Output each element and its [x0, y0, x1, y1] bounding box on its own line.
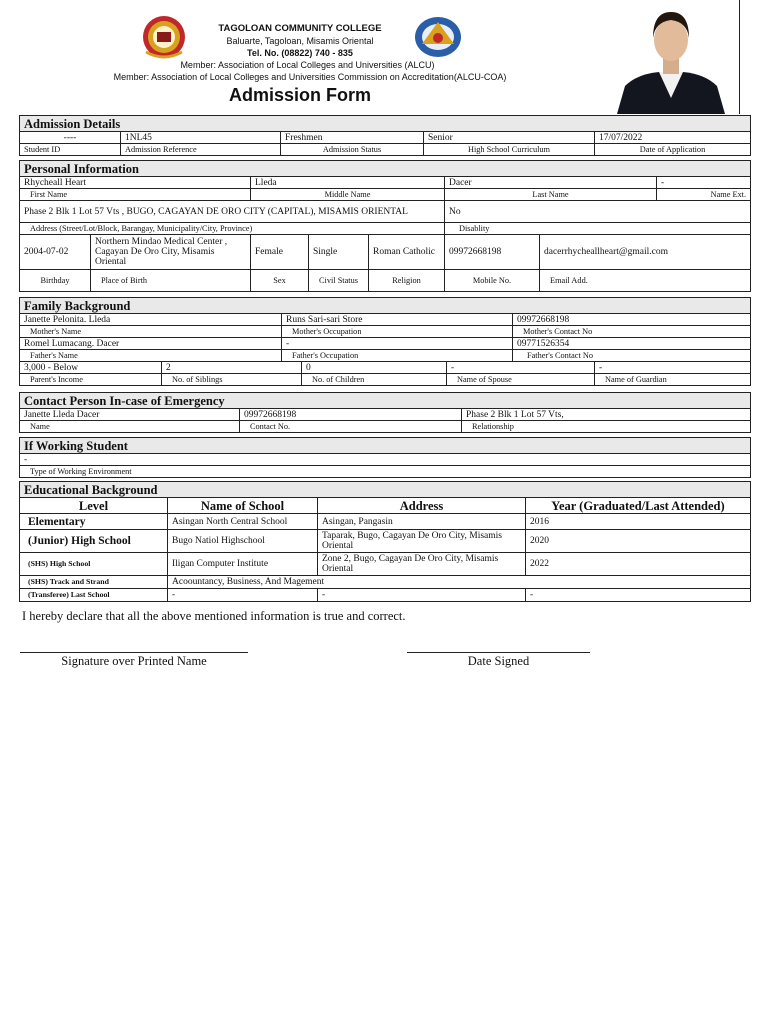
middle-name-label: Middle Name [251, 189, 445, 201]
date-signed-label: Date Signed [467, 654, 530, 668]
mother-contact-label: Mother's Contact No [513, 326, 751, 338]
transferee-year: - [526, 589, 751, 602]
father-occupation-label: Father's Occupation [282, 350, 513, 362]
declaration-text: I hereby declare that all the above mentioned information is true and correct. [22, 609, 406, 623]
education-address: Asingan, Pangasin [318, 514, 526, 530]
address-label: Address (Street/Lot/Block, Barangay, Municipality/City, Province) [20, 223, 445, 235]
last-name-label: Last Name [445, 189, 657, 201]
alcu-seal-icon [412, 14, 464, 60]
educational-background-heading: Educational Background [20, 482, 751, 498]
parents-income-value: 3,000 - Below [20, 362, 162, 374]
working-environment-label: Type of Working Environment [20, 466, 751, 478]
middle-name-value: Lleda [251, 177, 445, 189]
education-address: Taparak, Bugo, Cagayan De Oro City, Misamis Oriental [318, 530, 526, 553]
first-name-label: First Name [20, 189, 251, 201]
emergency-relationship-value: Phase 2 Blk 1 Lot 57 Vts, [462, 409, 751, 421]
transferee-address: - [318, 589, 526, 602]
membership-alcu-coa: Member: Association of Local Colleges and Universities Commission on Accreditation(ALCU-COA) [113, 72, 507, 82]
education-year: 2022 [526, 553, 751, 576]
mother-name-value: Janette Pelonita. Lleda [20, 314, 282, 326]
birthday-label: Birthday [20, 270, 91, 292]
table-row [20, 576, 751, 589]
first-name-value: Rhycheall Heart [20, 177, 251, 189]
table-row [20, 553, 751, 576]
date-signed-line [407, 652, 590, 653]
mother-occupation-value: Runs Sari-sari Store [282, 314, 513, 326]
spouse-label: Name of Spouse [447, 374, 595, 386]
admission-reference-label: Admission Reference [121, 144, 281, 156]
signature-label: Signature over Printed Name [61, 654, 207, 668]
civil-status-value: Single [309, 235, 369, 270]
disability-label: Disablity [445, 223, 751, 235]
signature-line [20, 652, 248, 653]
address-value: Phase 2 Blk 1 Lot 57 Vts , BUGO, CAGAYAN DE ORO CITY (CAPITAL), MISAMIS ORIENTAL [20, 201, 445, 223]
college-name: TAGOLOAN COMMUNITY COLLEGE [218, 23, 382, 34]
father-contact-label: Father's Contact No [513, 350, 751, 362]
school-column-header: Name of School [168, 498, 318, 514]
siblings-label: No. of Siblings [162, 374, 302, 386]
track-strand-value: Acoountancy, Business, And Magement [168, 576, 751, 589]
admission-status-label: Admission Status [281, 144, 424, 156]
table-row [20, 530, 751, 553]
family-background-table [19, 297, 751, 386]
education-level: (Junior) High School [20, 530, 168, 553]
father-name-value: Romel Lumacang. Dacer [20, 338, 282, 350]
father-occupation-value: - [282, 338, 513, 350]
education-school: Asingan North Central School [168, 514, 318, 530]
date-of-application-value: 17/07/2022 [595, 132, 751, 144]
personal-information-table [19, 160, 751, 292]
hs-curriculum-label: High School Curriculum [424, 144, 595, 156]
guardian-label: Name of Guardian [595, 374, 751, 386]
religion-label: Religion [369, 270, 445, 292]
birthday-value: 2004-07-02 [20, 235, 91, 270]
student-id-label: Student ID [20, 144, 121, 156]
education-address: Zone 2, Bugo, Cagayan De Oro City, Misamis Oriental [318, 553, 526, 576]
family-background-heading: Family Background [20, 298, 751, 314]
guardian-value: - [595, 362, 751, 374]
place-of-birth-label: Place of Birth [91, 270, 251, 292]
admission-details-table [19, 115, 751, 156]
emergency-contact-table [19, 392, 751, 433]
email-label: Email Add. [540, 270, 751, 292]
mother-occupation-label: Mother's Occupation [282, 326, 513, 338]
email-value: dacerrhycheallheart@gmail.com [540, 235, 751, 270]
working-student-heading: If Working Student [20, 438, 751, 454]
parents-income-label: Parent's Income [20, 374, 162, 386]
mobile-label: Mobile No. [445, 270, 540, 292]
transferee-label: (Transferee) Last School [20, 589, 168, 602]
admission-status-value: Freshmen [281, 132, 424, 144]
membership-alcu: Member: Association of Local Colleges and Universities (ALCU) [180, 60, 435, 70]
address-column-header: Address [318, 498, 526, 514]
track-strand-label: (SHS) Track and Strand [20, 576, 168, 589]
education-year: 2016 [526, 514, 751, 530]
emergency-contact-value: 09972668198 [240, 409, 462, 421]
level-column-header: Level [20, 498, 168, 514]
working-student-table [19, 437, 751, 478]
siblings-value: 2 [162, 362, 302, 374]
sex-value: Female [251, 235, 309, 270]
name-ext-value: - [657, 177, 751, 189]
religion-value: Roman Catholic [369, 235, 445, 270]
student-portrait-icon [603, 0, 739, 114]
place-of-birth-value: Northern Mindao Medical Center , Cagayan De Oro City, Misamis Oriental [91, 235, 251, 270]
educational-background-table [19, 481, 751, 602]
admission-reference-value: 1NL45 [121, 132, 281, 144]
table-row [20, 589, 751, 602]
table-row [20, 514, 751, 530]
sex-label: Sex [251, 270, 309, 292]
working-environment-value: - [20, 454, 751, 466]
emergency-name-value: Janette Lleda Dacer [20, 409, 240, 421]
father-name-label: Father's Name [20, 350, 282, 362]
admission-details-heading: Admission Details [20, 116, 751, 132]
transferee-school: - [168, 589, 318, 602]
college-telephone: Tel. No. (08822) 740 - 835 [247, 48, 353, 58]
mother-name-label: Mother's Name [20, 326, 282, 338]
last-name-value: Dacer [445, 177, 657, 189]
education-level: Elementary [20, 514, 168, 530]
emergency-contact-heading: Contact Person In-case of Emergency [20, 393, 751, 409]
disability-value: No [445, 201, 751, 223]
form-title: Admission Form [228, 85, 371, 105]
personal-information-heading: Personal Information [20, 161, 751, 177]
mobile-value: 09972668198 [445, 235, 540, 270]
college-address: Baluarte, Tagoloan, Misamis Oriental [226, 36, 374, 46]
spouse-value: - [447, 362, 595, 374]
year-column-header: Year (Graduated/Last Attended) [526, 498, 751, 514]
hs-curriculum-value: Senior [424, 132, 595, 144]
children-value: 0 [302, 362, 447, 374]
children-label: No. of Children [302, 374, 447, 386]
date-of-application-label: Date of Application [595, 144, 751, 156]
mother-contact-value: 09972668198 [513, 314, 751, 326]
student-photo [603, 0, 740, 114]
civil-status-label: Civil Status [309, 270, 369, 292]
college-seal-icon [136, 14, 192, 60]
education-school: Iligan Computer Institute [168, 553, 318, 576]
education-school: Bugo Natiol Highschool [168, 530, 318, 553]
name-ext-label: Name Ext. [657, 189, 751, 201]
emergency-name-label: Name [20, 421, 240, 433]
student-id-value: ---- [20, 132, 121, 144]
father-contact-value: 09771526354 [513, 338, 751, 350]
education-level: (SHS) High School [20, 553, 168, 576]
emergency-relationship-label: Relationship [462, 421, 751, 433]
emergency-contact-label: Contact No. [240, 421, 462, 433]
education-year: 2020 [526, 530, 751, 553]
